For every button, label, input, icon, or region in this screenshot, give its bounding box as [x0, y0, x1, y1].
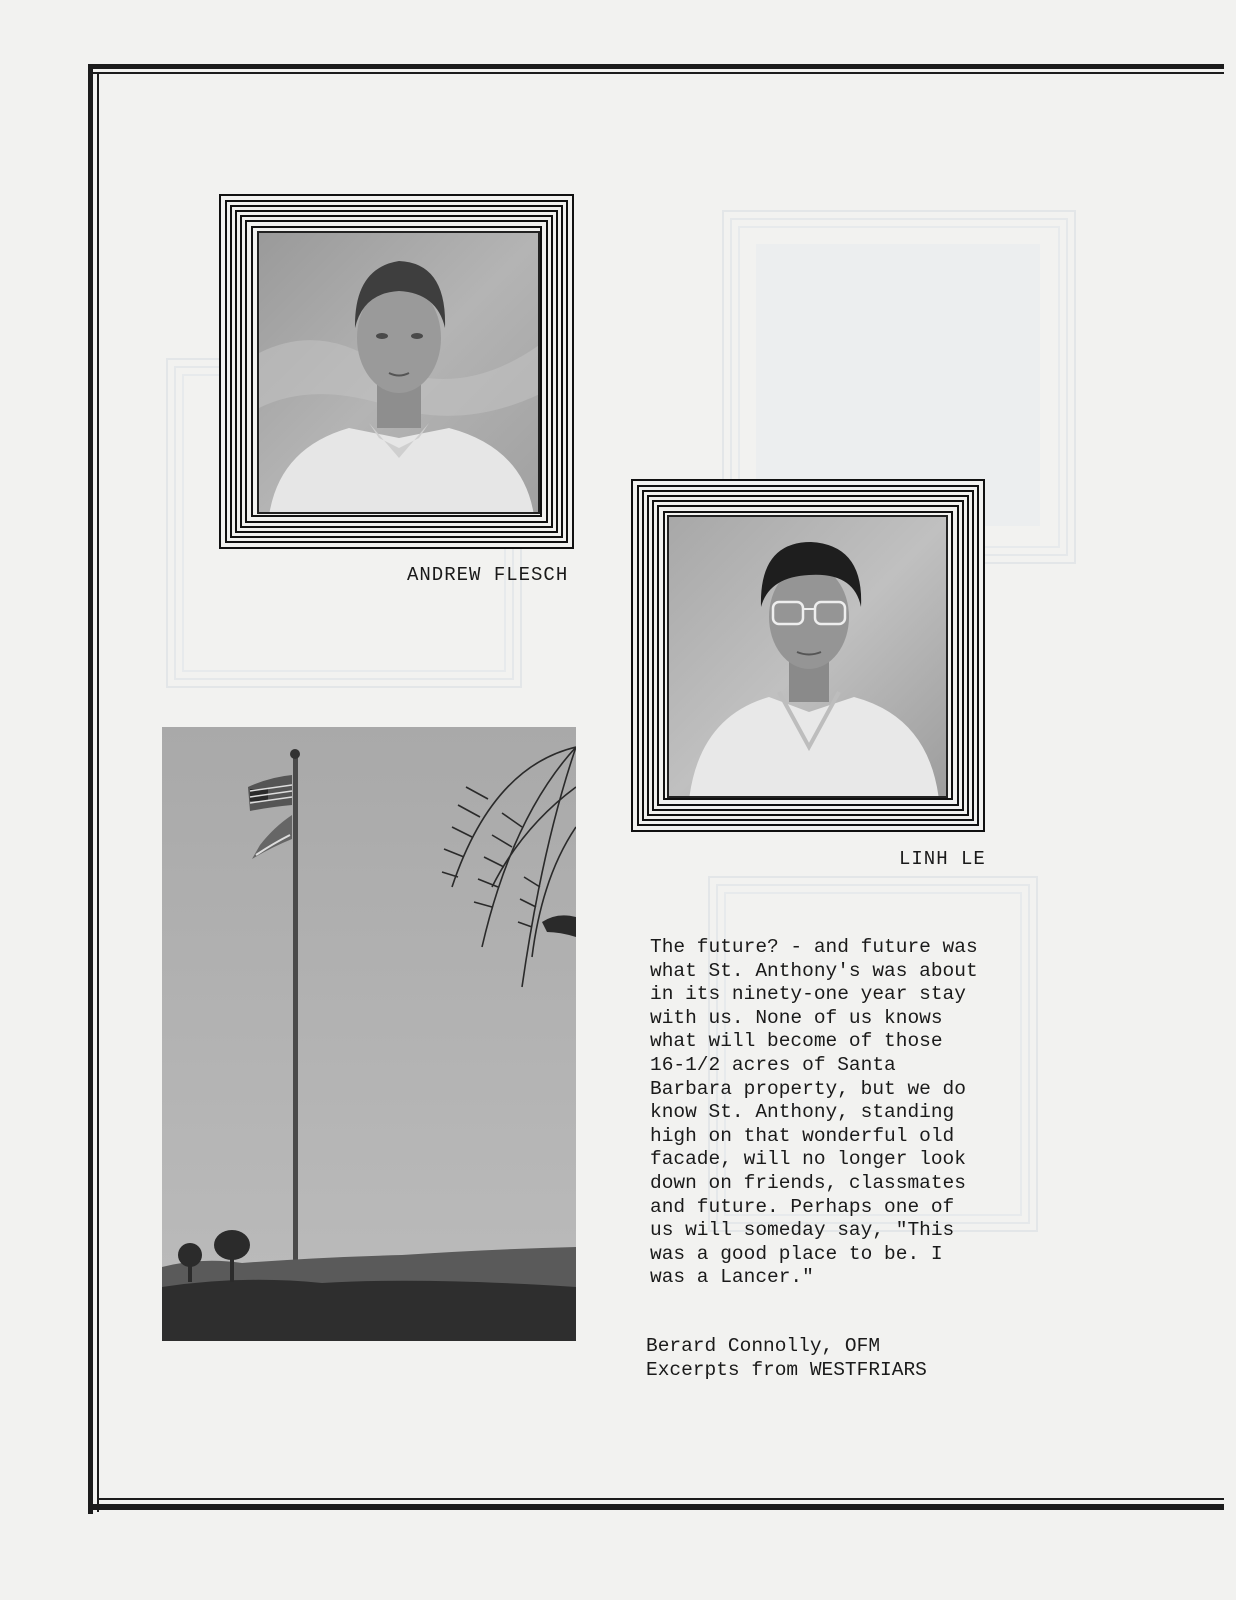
portrait-caption-andrew: ANDREW FLESCH	[407, 564, 569, 586]
article-line: down on friends, classmates	[650, 1171, 966, 1194]
credit-source: Excerpts from WESTFRIARS	[646, 1359, 927, 1381]
article-line: was a good place to be. I	[650, 1242, 943, 1265]
page-border-top-inner	[88, 72, 1224, 74]
page-border-left-inner	[97, 72, 99, 1512]
flagpole-image	[162, 727, 576, 1341]
flagpole-photo	[162, 727, 576, 1341]
article-line: what will become of those	[650, 1030, 943, 1053]
article-line: The future? - and future was	[650, 936, 978, 958]
article-line: Barbara property, but we do	[650, 1077, 966, 1100]
portrait-photo-andrew	[257, 231, 540, 514]
article-line: and future. Perhaps one of	[650, 1195, 955, 1218]
page-border-left	[88, 64, 93, 1514]
portrait-linh-image	[669, 517, 948, 798]
article-line: facade, will no longer look	[650, 1148, 966, 1171]
article-line: with us. None of us knows	[650, 1006, 943, 1029]
page-border-bottom-inner	[97, 1498, 1224, 1500]
page-border-bottom	[88, 1504, 1224, 1510]
article-line: high on that wonderful old	[650, 1124, 955, 1147]
article-text	[650, 936, 1070, 1290]
page-border-top	[88, 64, 1224, 69]
portrait-andrew-image	[259, 233, 540, 514]
portrait-photo-linh	[667, 515, 948, 798]
portrait-caption-linh: LINH LE	[899, 848, 986, 870]
article-line: was a Lancer."	[650, 1266, 814, 1289]
article-line: what St. Anthony's was about	[650, 959, 978, 982]
credit-author: Berard Connolly, OFM	[646, 1335, 881, 1357]
article-line: us will someday say, "This	[650, 1219, 955, 1242]
credit-block	[646, 1334, 927, 1382]
article-line: know St. Anthony, standing	[650, 1101, 955, 1124]
article-line: 16-1/2 acres of Santa	[650, 1053, 896, 1076]
article-line: in its ninety-one year stay	[650, 983, 966, 1006]
